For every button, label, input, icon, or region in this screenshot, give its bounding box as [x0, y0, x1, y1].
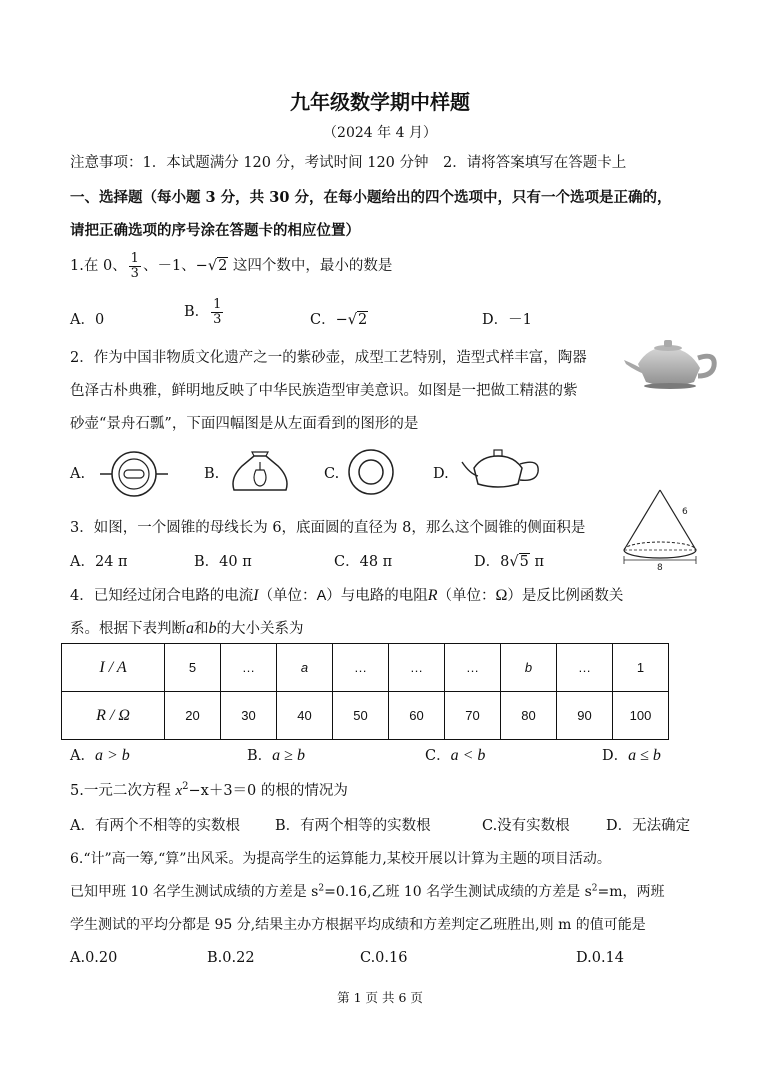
sqrt-radicand: 2	[358, 312, 368, 328]
table-cell: 5	[165, 644, 221, 692]
q4-option-b	[247, 744, 305, 765]
exponent: 2	[318, 883, 325, 894]
q1-text-post: 这四个数中，最小的数是	[228, 258, 393, 275]
q5-text: −x＋3＝0 的根的情况为	[188, 783, 348, 799]
table-cell: b	[501, 644, 557, 692]
q4-text: 的大小关系为	[216, 621, 304, 637]
fraction-denominator: 3	[213, 311, 222, 327]
table-cell: …	[557, 644, 613, 692]
exponent: 2	[591, 883, 598, 894]
q5-option-d: D．无法确定	[606, 818, 691, 834]
table-cell: 20	[165, 692, 221, 740]
fraction-one-third	[211, 298, 223, 326]
q5-stem	[70, 779, 348, 800]
sqrt-symbol: √5	[509, 554, 529, 570]
q2-option-c-label: C.	[324, 466, 340, 482]
table-cell: 80	[501, 692, 557, 740]
q2-option-d-label: D.	[433, 466, 449, 482]
q6-line2	[70, 881, 665, 901]
q1-option-c-label: C．−	[310, 312, 348, 328]
q3-option-d-pre: D．8	[474, 554, 510, 570]
q4-line2	[70, 617, 304, 638]
q4-option-expr: a > b	[94, 747, 130, 764]
q6-option-d: D.0.14	[576, 950, 625, 966]
table-cell: 40	[277, 692, 333, 740]
q4-option-label: D．	[602, 748, 629, 764]
q2-line3: 砂壶“景舟石瓢”，下面四幅图是从左面看到的图形的是	[70, 416, 419, 432]
q4-text: 和	[194, 621, 209, 637]
teapot-photo	[620, 338, 720, 394]
table-cell: 1	[613, 644, 669, 692]
q1-option-b-label: B．	[184, 304, 210, 321]
unit-ampere: A	[316, 588, 327, 604]
sqrt-radicand: 5	[519, 554, 529, 570]
var-a: a	[186, 620, 194, 637]
q4-option-expr: a ≥ b	[272, 747, 305, 764]
var-b: b	[208, 620, 217, 637]
fraction-one-third	[129, 252, 141, 280]
q6-text: =0.16,乙班 10 名学生测试成绩的方差是 s	[324, 884, 592, 900]
q4-option-a	[70, 744, 130, 765]
cone-diameter-label: 8	[657, 563, 663, 572]
table-cell: …	[389, 644, 445, 692]
q6-option-a: A.0.20	[70, 950, 118, 966]
q6-line3: 学生测试的平均分都是 95 分,结果主办方根据平均成绩和方差判定乙班胜出,则 m 的值可能是	[70, 917, 646, 933]
q6-option-b: B.0.22	[207, 950, 255, 966]
table-cell: 50	[333, 692, 389, 740]
cone-figure	[614, 486, 706, 572]
option-c-figure	[347, 448, 395, 496]
q4-text: （单位：	[437, 588, 496, 604]
q3-line1: 3．如图，一个圆锥的母线长为 6，底面圆的直径为 8，那么这个圆锥的侧面积是	[70, 520, 586, 536]
page-footer: 第 1 页 共 6 页	[337, 990, 423, 1005]
unit-ohm: Ω	[495, 587, 508, 604]
q6-text: 已知甲班 10 名学生测试成绩的方差是 s	[70, 884, 319, 900]
q6-option-c: C.0.16	[360, 950, 408, 966]
page-title: 九年级数学期中样题	[290, 90, 470, 114]
q4-option-label: B．	[247, 748, 273, 764]
q6-line1: 6.“计”高一筹,“算”出风采。为提高学生的运算能力,某校开展以计算为主题的项目活动。	[70, 851, 611, 867]
q1-option-a: A．0	[70, 312, 105, 328]
sqrt-symbol: √2	[207, 258, 228, 275]
table-cell: 60	[389, 692, 445, 740]
q4-option-label: C．	[425, 748, 451, 764]
q3-option-a: A．24 π	[70, 554, 128, 570]
fraction-numerator: 1	[213, 297, 222, 312]
q4-option-label: A．	[70, 748, 95, 764]
q4-option-c	[425, 744, 485, 765]
q5-text: 5.一元二次方程	[70, 783, 176, 799]
q1-option-b	[184, 298, 225, 326]
table-row-header: R / Ω	[62, 692, 165, 740]
q2-option-a-label: A.	[70, 466, 86, 482]
q4-text: 系。根据下表判断	[70, 621, 186, 637]
q5-option-b: B．有两个相等的实数根	[275, 818, 431, 834]
q5-option-c: C.没有实数根	[482, 818, 570, 834]
var-r: R	[427, 587, 438, 604]
table-cell: …	[445, 644, 501, 692]
table-cell: 100	[613, 692, 669, 740]
q4-line1	[70, 584, 623, 605]
table-cell: …	[333, 644, 389, 692]
q4-text: ）与电路的电阻	[326, 588, 428, 604]
table-cell: 70	[445, 692, 501, 740]
q2-option-b-label: B.	[204, 466, 220, 482]
q2-line2: 色泽古朴典雅，鲜明地反映了中华民族造型审美意识。如图是一把做工精湛的紫	[70, 383, 578, 399]
var-x: x	[175, 783, 183, 799]
table-row	[62, 692, 669, 740]
table-cell: 30	[221, 692, 277, 740]
cone-slant-label: 6	[682, 507, 688, 517]
q3-option-b: B．40 π	[194, 554, 252, 570]
q4-option-expr: a ≤ b	[628, 747, 661, 764]
current-resistance-table	[61, 643, 669, 740]
q5-option-a: A．有两个不相等的实数根	[70, 818, 240, 834]
q4-text: 4．已知经过闭合电路的电流	[70, 588, 254, 604]
q6-text: =m，两班	[597, 884, 665, 900]
table-row-header: I / A	[62, 644, 165, 692]
option-d-figure	[458, 446, 544, 492]
table-row	[62, 644, 669, 692]
table-cell: a	[277, 644, 333, 692]
question-1-stem	[70, 252, 392, 280]
q3-option-c: C．48 π	[334, 554, 393, 570]
sqrt-radicand: 2	[218, 258, 228, 275]
fraction-numerator: 1	[130, 251, 139, 266]
notice-text: 注意事项：1．本试题满分 120 分，考试时间 120 分钟 2．请将答案填写在答题卡上	[70, 155, 627, 171]
sqrt-symbol: √2	[347, 312, 368, 328]
q4-option-expr: a < b	[450, 747, 486, 764]
var-i: I	[253, 587, 259, 604]
q2-line1: 2．作为中国非物质文化遗产之一的紫砂壶，成型工艺特别，造型式样丰富，陶器	[70, 350, 587, 366]
section-heading-line1: 一、选择题（每小题 3 分，共 30 分，在每小题给出的四个选项中，只有一个选项是正确的，	[70, 189, 672, 206]
fraction-denominator: 3	[130, 265, 139, 281]
section-heading-line2: 请把正确选项的序号涂在答题卡的相应位置）	[70, 222, 360, 239]
q4-text: ）是反比例函数关	[507, 588, 624, 604]
q4-option-d	[602, 744, 661, 765]
q1-option-d: D．－1	[482, 312, 532, 328]
table-cell: …	[221, 644, 277, 692]
q1-option-c	[310, 308, 368, 329]
q1-text-pre: 1.在 0、	[70, 258, 127, 275]
option-b-figure	[228, 448, 292, 496]
q3-option-d	[474, 550, 544, 571]
exponent: 2	[182, 781, 189, 793]
q3-option-d-post: π	[529, 554, 544, 570]
q1-text-mid: 、－1、−	[142, 258, 208, 275]
q4-text: （单位：	[258, 588, 317, 604]
option-a-figure	[98, 450, 170, 498]
table-cell: 90	[557, 692, 613, 740]
exam-date: （2024 年 4 月）	[323, 125, 437, 141]
